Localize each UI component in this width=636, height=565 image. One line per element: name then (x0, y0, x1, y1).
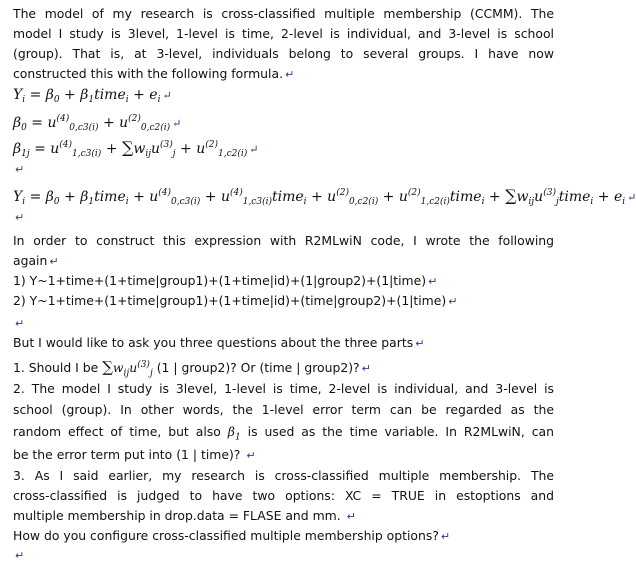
return-mark-icon: ↵ (172, 117, 182, 130)
equation-1: $Y_i = \beta_0$ + $\beta_1time_i + e_i$ ↵ (13, 87, 172, 105)
equation-3: $\beta_{1j} = u^{(4)}_{1,c3(i)} + \sum w_{ij}u^{(3)}_j + u^{(2)}_{1,c2(i)}$ ↵ (13, 138, 259, 159)
question-2-line: school (group). In other words, the 1-level error term can be regarded as the (13, 402, 554, 417)
question-2-line: random effect of time, but also $\beta_1$ is used as the time variable. In R2MLwiN, can (13, 424, 554, 443)
beta-1-symbol: $\beta_1$ (227, 424, 241, 443)
return-mark-icon: ↵ (15, 317, 25, 330)
paragraph-line: (group). That is, at 3-level, individuals belong to several groups. I have now (13, 46, 554, 61)
return-mark-icon: ↵ (15, 211, 25, 224)
paragraph-line: In order to construct this expression with R2MLwiN code, I wrote the following (13, 233, 554, 248)
return-mark-icon: ↵ (49, 255, 59, 268)
return-mark-icon: ↵ (440, 530, 451, 543)
questions-intro: But I would like to ask you three questions about the three parts ↵ (13, 335, 425, 350)
paragraph-line: constructed this with the following formula. ↵ (13, 66, 295, 81)
question-3-line: multiple membership in drop.data = FLASE and mm. ↵ (13, 508, 356, 523)
question-2-line: 2. The model I study is 3level, 1-level is time, 2-level is individual, and 3-level is (13, 381, 554, 396)
paragraph-line: model I study is 3level, 1-level is time, 2-level is individual, and 3-level is school (13, 26, 554, 41)
paragraph-line: The model of my research is cross-classified multiple membership (CCMM). The (13, 6, 554, 21)
return-mark-icon: ↵ (428, 275, 438, 288)
return-mark-icon: ↵ (15, 163, 25, 176)
sum-expression: $\sum w_{ij}u^{(3)}_j$ (102, 358, 153, 379)
return-mark-icon: ↵ (246, 449, 256, 462)
question-1: 1. Should I be $\sum w_{ij}u^{(3)}_j$ (1 | group2)? Or (time | group2)? ↵ (13, 358, 371, 379)
return-mark-icon: ↵ (285, 68, 295, 81)
return-mark-icon: ↵ (361, 362, 371, 376)
code-line: 1) Y~1+time+(1+time|group1)+(1+time|id)+(1|group2)+(1|time) ↵ (13, 273, 438, 288)
equation-4: $Y_i = \beta_0$ + $\beta_1time_i + u^{(4)}_{0,c3(i)}$ + $u^{(4)}_{1,c3(i)}time_i + u^{(2)}_{0,c2(i)}$ + $u^{(2)}_{1,c2(i)}time_i$ + $\sum w_{ij}u^{(3)}_jtime_i + e_i$ ↵ (13, 186, 636, 207)
return-mark-icon: ↵ (162, 89, 172, 102)
question-final: How do you configure cross-classified multiple membership options? ↵ (13, 528, 451, 543)
return-mark-icon: ↵ (249, 143, 259, 156)
return-mark-icon: ↵ (15, 549, 25, 562)
question-3-line: 3. As I said earlier, my research is cross-classified multiple membership. The (13, 468, 554, 483)
return-mark-icon: ↵ (448, 295, 458, 308)
return-mark-icon: ↵ (627, 191, 636, 204)
equation-2: $\beta_0 = u^{(4)}_{0,c3(i)} + u^{(2)}_{0,c2(i)}$ ↵ (13, 114, 182, 133)
question-3-line: cross-classified is judged to have two options: XC = TRUE in estoptions and (13, 488, 554, 503)
return-mark-icon: ↵ (346, 510, 356, 523)
question-2-line: be the error term put into (1 | time)? ↵ (13, 447, 256, 462)
code-line: 2) Y~1+time+(1+time|group1)+(1+time|id)+(time|group2)+(1|time) ↵ (13, 293, 458, 308)
paragraph-line: again ↵ (13, 253, 59, 268)
return-mark-icon: ↵ (415, 337, 425, 350)
